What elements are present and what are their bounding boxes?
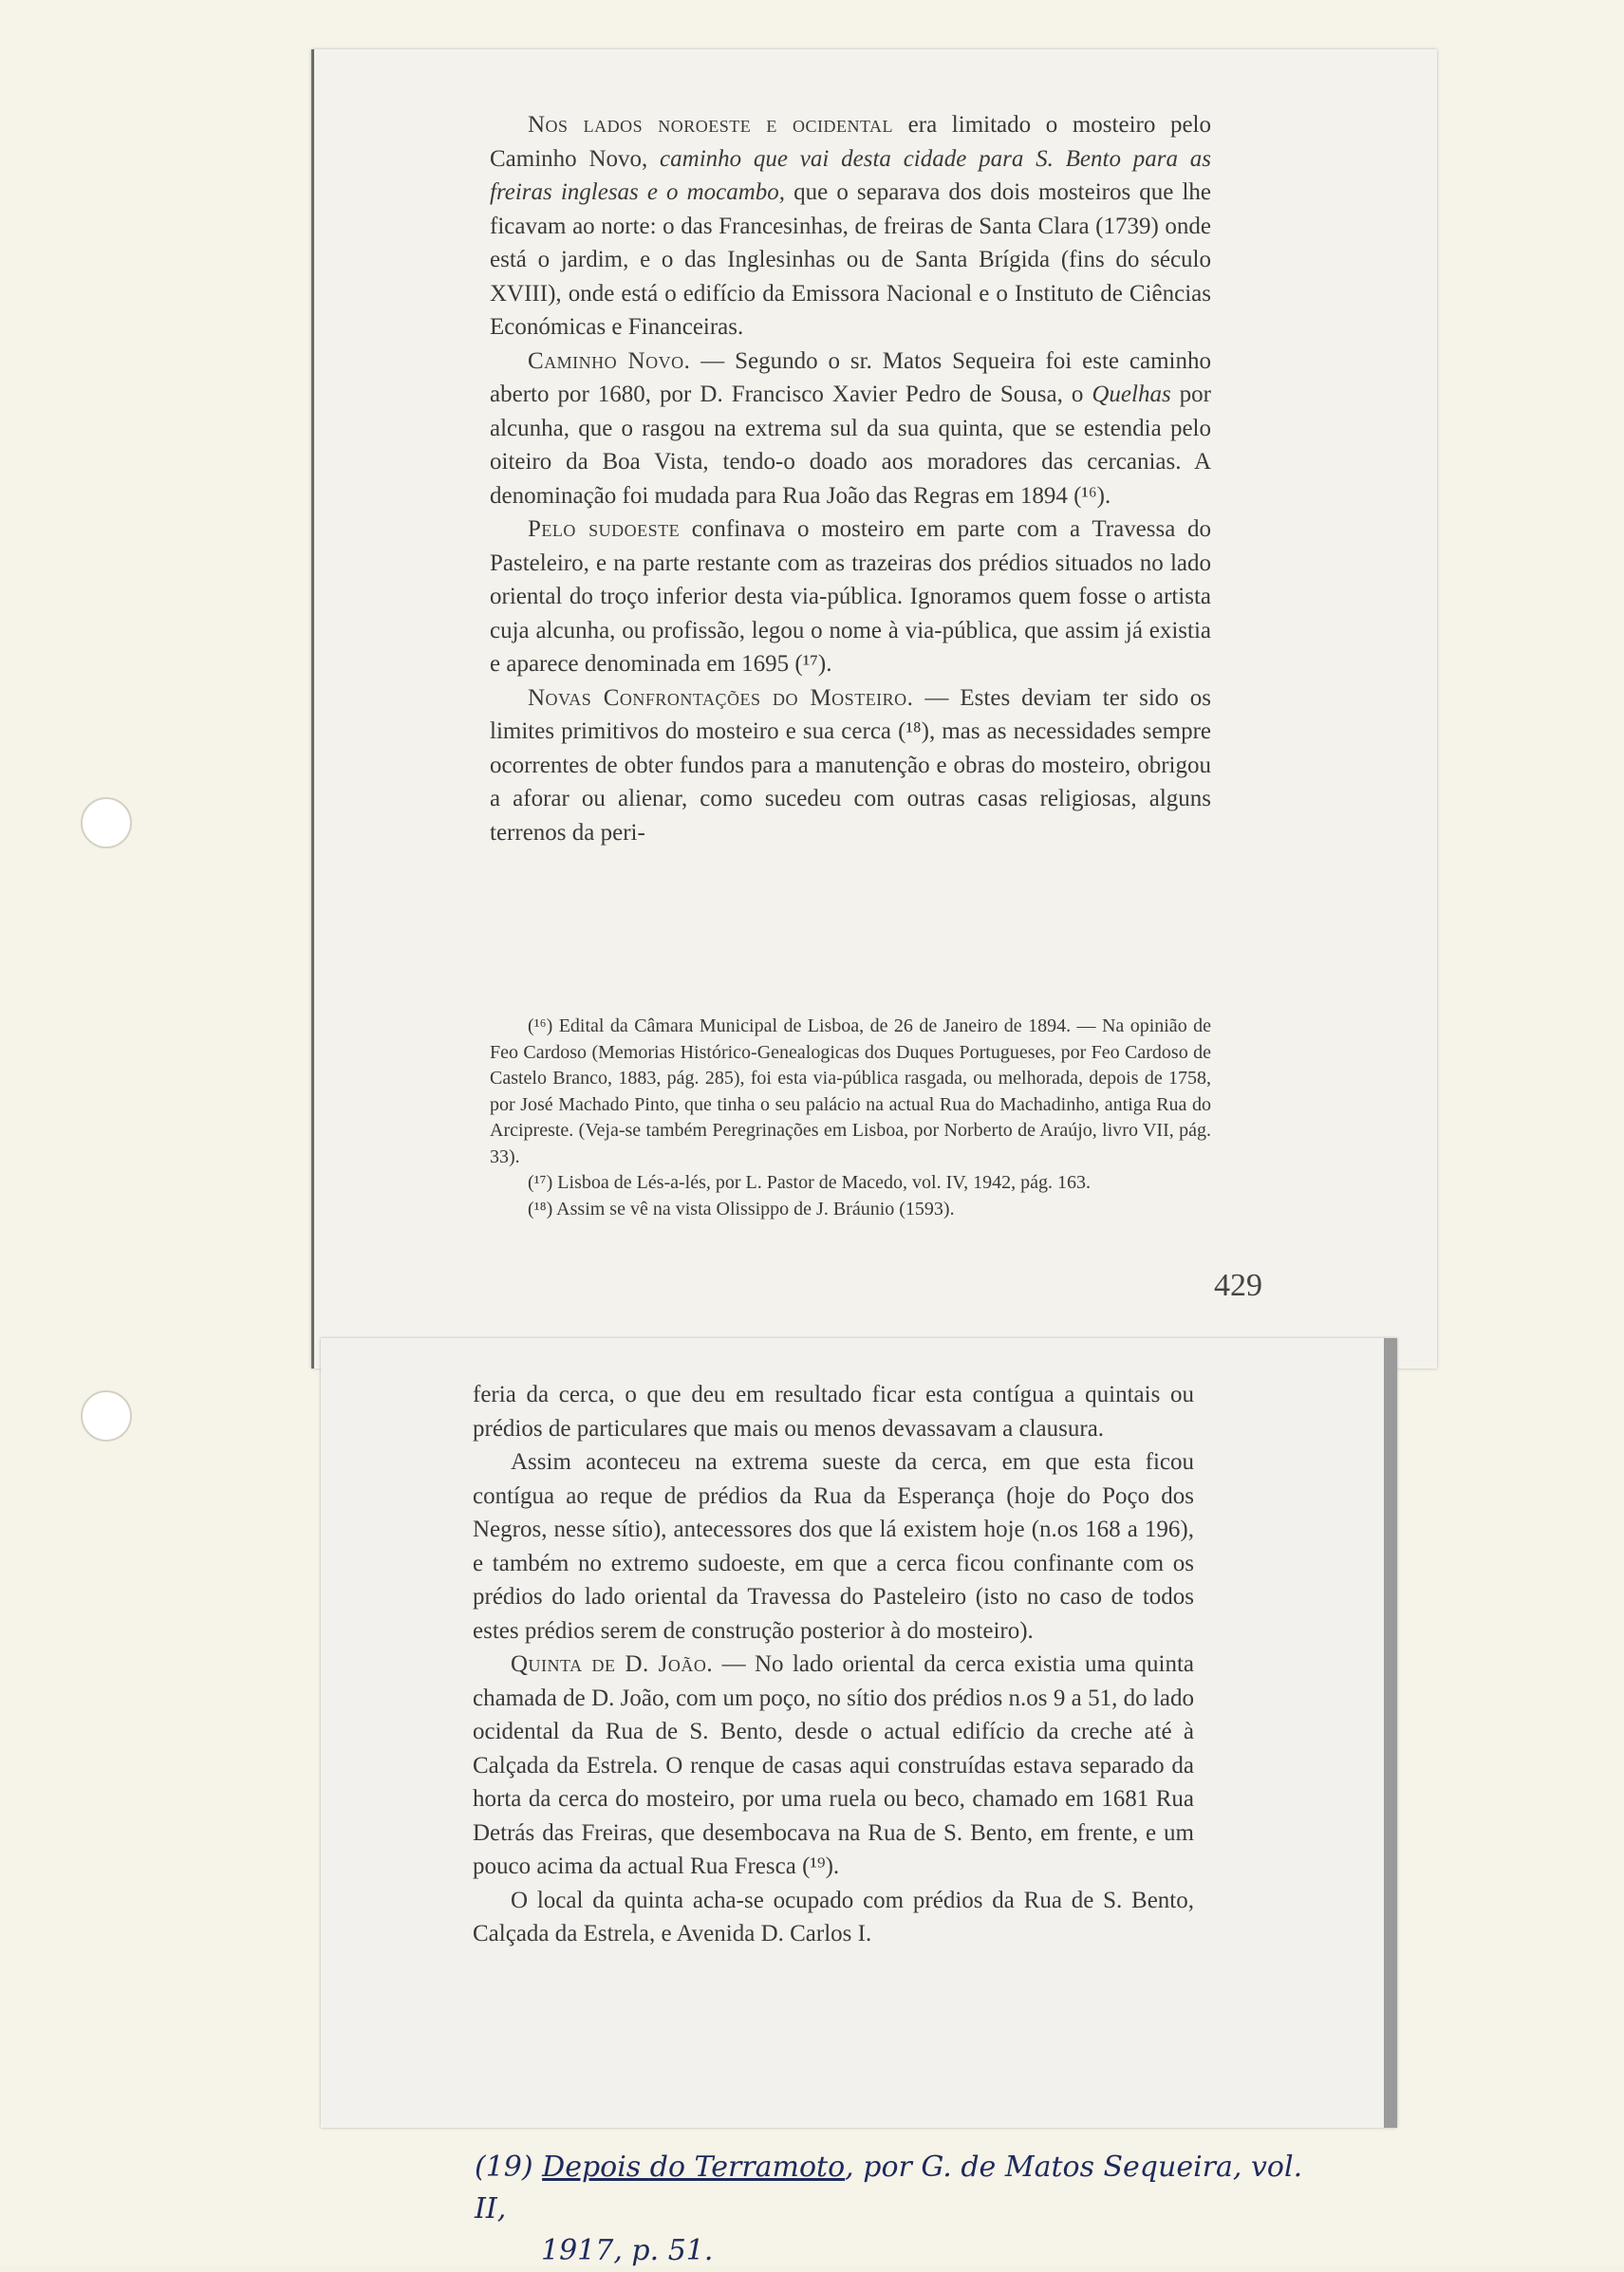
- note-number: (19): [475, 2151, 533, 2184]
- paragraph-tail: por alcunha, que o rasgou na extrema sul da sua quinta, que se estendia pelo oiteiro da Boa Vista, tendo-o doado aos moradores das cercanias. A denominação foi mudada para Rua João das Regras em 1894 (¹⁶).: [490, 382, 1212, 509]
- footnotes: [490, 1014, 1211, 1222]
- paragraph-heading: Quinta de D. João.: [511, 1651, 714, 1677]
- paragraph: [490, 345, 1211, 513]
- paragraph-text: era limitado o mosteiro pelo Caminho Novo,: [490, 112, 1211, 172]
- footnote: (¹⁸) Assim se vê na vista Olissippo de J. Bráunio (1593).: [528, 1198, 955, 1220]
- clipping-bottom: [321, 1338, 1397, 2128]
- paragraph: [490, 681, 1211, 850]
- paragraph-text: feria da cerca, o que deu em resultado ficar esta contígua a quintais ou prédios de particulares que mais ou menos devassavam a clausura.: [473, 1382, 1194, 1442]
- paragraph-text: — No lado oriental da cerca existia uma quinta chamada de D. João, com um poço, no sítio dos prédios n.os 9 a 51, do lado ocidental da Rua de S. Bento, desde o actual edifício da creche até à Calçada da Estrela. O renque de casas aqui construídas estava separado da horta da cerca do mosteiro, por uma ruela ou beco, chamado em 1681 Rua Detrás das Freiras, que desembocava na Rua de S. Bento, em frente, e um pouco acima da actual Rua Fresca (¹⁹).: [473, 1651, 1195, 1879]
- paragraph-text: confinava o mosteiro em parte com a Travessa do Pasteleiro, e na parte restante com as trazeiras dos prédios situados no lado oriental do troço inferior desta via-pública. Ignoramos quem fosse o artista cuja alcunha, ou profissão, legou o nome à via-pública, que assim já existia e aparece denominada em 1695 (¹⁷).: [490, 516, 1211, 677]
- paragraph-text: O local da quinta acha-se ocupado com prédios da Rua de S. Bento, Calçada da Estrela, e Avenida D. Carlos I.: [473, 1887, 1194, 1946]
- paragraph: [490, 512, 1211, 681]
- punch-hole: [81, 1390, 132, 1442]
- body-text: [473, 1378, 1194, 1951]
- footnote: (¹⁶) Edital da Câmara Municipal de Lisboa, de 26 de Janeiro de 1894. — Na opinião de Feo Cardoso (Memorias Histórico-Genealogicas dos Duques Portugueses, por Feo Cardoso de Castelo Branco, 1883, pág. 285), foi esta via-pública rasgada, ou melhorada, depois de 1758, por José Machado Pinto, que tinha o seu palácio na actual Rua do Machadinho, antiga Rua do Arcipreste. (Veja-se também Peregrinações em Lisboa, por Norberto de Araújo, livro VII, pág. 33).: [490, 1015, 1211, 1167]
- note-line-2: 1917, p. 51.: [541, 2234, 714, 2267]
- paragraph-text: — Estes deviam ter sido os limites primitivos do mosteiro e sua cerca (¹⁸), mas as necessidades sempre ocorrentes de obter fundos para a manutenção e obras do mosteiro, obrigou a aforar ou alienar, como sucedeu com outras casas religiosas, alguns terrenos da peri-: [490, 684, 1211, 846]
- paragraph-italic: Quelhas: [1092, 382, 1171, 407]
- paragraph: [473, 1378, 1194, 1445]
- handwritten-line: [475, 2147, 1329, 2230]
- paragraph-heading: Novas Confrontações do Mosteiro.: [528, 684, 914, 711]
- punch-hole: [81, 797, 132, 848]
- note-text: , por G. de Matos Sequeira, vol. II,: [475, 2151, 1303, 2225]
- paragraph: [473, 1445, 1194, 1648]
- clipping-top: [311, 49, 1437, 1369]
- handwritten-note: [475, 2147, 1329, 2272]
- paragraph: [473, 1884, 1194, 1951]
- paragraph-italic: caminho que vai desta cidade para S. Bento para as freiras inglesas e o mocambo,: [490, 145, 1211, 205]
- note-title: Depois do Terramoto: [542, 2151, 846, 2184]
- footnote: (¹⁷) Lisboa de Lés-a-lés, por L. Pastor de Macedo, vol. IV, 1942, pág. 163.: [528, 1172, 1092, 1193]
- paragraph-tail: que o separava dos dois mosteiros que lhe ficavam ao norte: o das Francesinhas, de freiras de Santa Clara (1739) onde está o jardim, e o das Inglesinhas ou de Santa Brígida (fins do século XVIII), onde está o edifício da Emissora Nacional e o Instituto de Ciências Económicas e Financeiras.: [490, 179, 1211, 340]
- paragraph-heading: Caminho Novo.: [528, 347, 691, 374]
- paragraph: [490, 108, 1211, 345]
- paragraph-heading: Pelo sudoeste: [528, 516, 681, 542]
- page-number: 429: [1214, 1268, 1262, 1303]
- paragraph: [473, 1648, 1194, 1884]
- paragraph-heading: Nos lados noroeste e ocidental: [528, 112, 894, 138]
- body-text: [490, 108, 1211, 849]
- paragraph-text: Assim aconteceu na extrema sueste da cerca, em que esta ficou contígua ao reque de prédios da Rua da Esperança (hoje do Poço dos Negros, nesse sítio), antecessores dos que lá existem hoje (n.os 168 a 196), e também no extremo sudoeste, em que a cerca ficou confinante com os prédios do lado oriental da Travessa do Pasteleiro (isto no caso de todos estes prédios serem de construção posterior à do mosteiro).: [473, 1449, 1194, 1644]
- paragraph-text: — Segundo o sr. Matos Sequeira foi este caminho aberto por 1680, por D. Francisco Xavier Pedro de Sousa, o: [490, 347, 1211, 407]
